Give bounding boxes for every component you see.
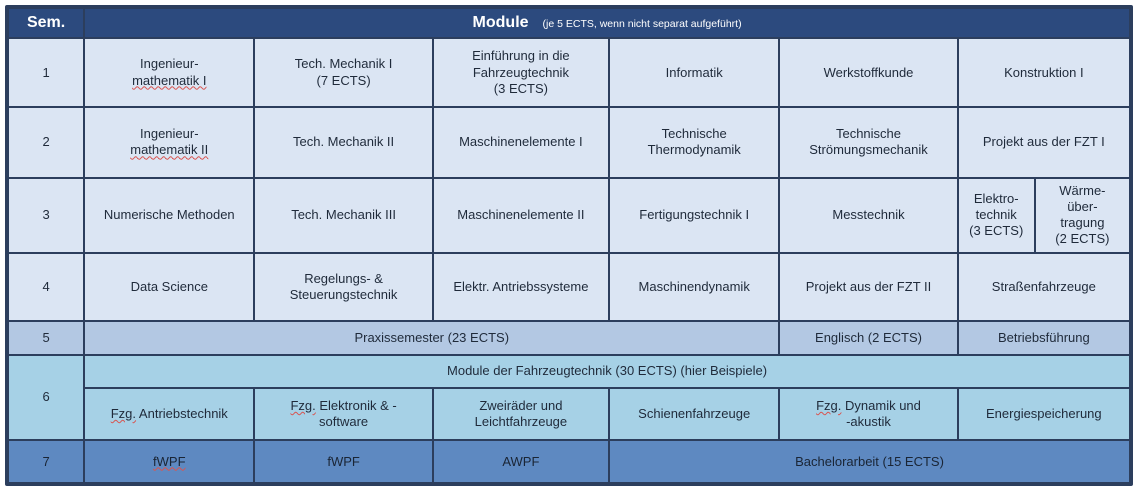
- module-cell: Elektr. Antriebssysteme: [434, 254, 608, 321]
- module-cell: Maschinenelemente II: [434, 179, 608, 252]
- module-header: [85, 9, 1129, 37]
- module-cell: Fzg. Antriebstechnik: [85, 389, 253, 440]
- module-cell: Fzg. Dynamik und -akustik: [780, 389, 956, 440]
- semester-row-7: [9, 441, 1129, 482]
- semester-number: 3: [9, 179, 83, 252]
- semester-row-6-heading: [9, 356, 1129, 387]
- semester-number: 7: [9, 441, 83, 482]
- module-cell: Elektro- technik (3 ECTS): [959, 179, 1034, 252]
- semester-number: 6: [9, 356, 83, 440]
- module-cell: Messtechnik: [780, 179, 956, 252]
- module-cell: Numerische Methoden: [85, 179, 253, 252]
- semester-row-5: [9, 322, 1129, 353]
- module-header-note: (je 5 ECTS, wenn nicht separat aufgeführt): [542, 18, 742, 31]
- module-cell: Projekt aus der FZT II: [780, 254, 956, 321]
- module-cell: Tech. Mechanik III: [255, 179, 431, 252]
- module-cell: Regelungs- & Steuerungstechnik: [255, 254, 431, 321]
- module-cell: Bachelorarbeit (15 ECTS): [610, 441, 1129, 482]
- semester-row-3: [9, 179, 1129, 252]
- curriculum-table: [7, 7, 1131, 484]
- module-header-title: Module: [472, 14, 529, 32]
- module-cell: Straßenfahrzeuge: [959, 254, 1129, 321]
- module-cell: Konstruktion I: [959, 39, 1129, 106]
- semester-header: Sem.: [9, 9, 83, 37]
- module-cell: Data Science: [85, 254, 253, 321]
- module-cell: Energiespeicherung: [959, 389, 1129, 440]
- semester-row-1: [9, 39, 1129, 106]
- module-cell: Projekt aus der FZT I: [959, 108, 1129, 177]
- module-cell: fWPF: [85, 441, 253, 482]
- module-cell: Maschinenelemente I: [434, 108, 608, 177]
- module-cell: Fzg. Elektronik & - software: [255, 389, 431, 440]
- module-cell: Technische Thermodynamik: [610, 108, 778, 177]
- semester-number: 5: [9, 322, 83, 353]
- semester-row-2: [9, 108, 1129, 177]
- module-cell: Werkstoffkunde: [780, 39, 956, 106]
- module-cell: Englisch (2 ECTS): [780, 322, 956, 353]
- semester-row-6: [9, 389, 1129, 440]
- module-cell: fWPF: [255, 441, 431, 482]
- curriculum-table-frame: [5, 5, 1133, 486]
- module-cell: Informatik: [610, 39, 778, 106]
- module-cell: Fertigungstechnik I: [610, 179, 778, 252]
- module-cell: Einführung in die Fahrzeugtechnik (3 ECTS): [434, 39, 608, 106]
- module-cell: Maschinendynamik: [610, 254, 778, 321]
- module-cell: Zweiräder und Leichtfahrzeuge: [434, 389, 608, 440]
- header-row: [9, 9, 1129, 37]
- module-cell: Tech. Mechanik I (7 ECTS): [255, 39, 431, 106]
- module-cell: Ingenieur- mathematik I: [85, 39, 253, 106]
- semester-row-4: [9, 254, 1129, 321]
- module-cell: Praxissemester (23 ECTS): [85, 322, 778, 353]
- module-cell: Schienenfahrzeuge: [610, 389, 778, 440]
- module-cell: Wärme- über- tragung (2 ECTS): [1036, 179, 1129, 252]
- module-cell: Ingenieur- mathematik II: [85, 108, 253, 177]
- semester-number: 2: [9, 108, 83, 177]
- semester-number: 4: [9, 254, 83, 321]
- semester-number: 1: [9, 39, 83, 106]
- module-group-heading: Module der Fahrzeugtechnik (30 ECTS) (hier Beispiele): [85, 356, 1129, 387]
- module-cell: Tech. Mechanik II: [255, 108, 431, 177]
- module-cell: AWPF: [434, 441, 608, 482]
- module-cell: Technische Strömungsmechanik: [780, 108, 956, 177]
- module-cell: Betriebsführung: [959, 322, 1129, 353]
